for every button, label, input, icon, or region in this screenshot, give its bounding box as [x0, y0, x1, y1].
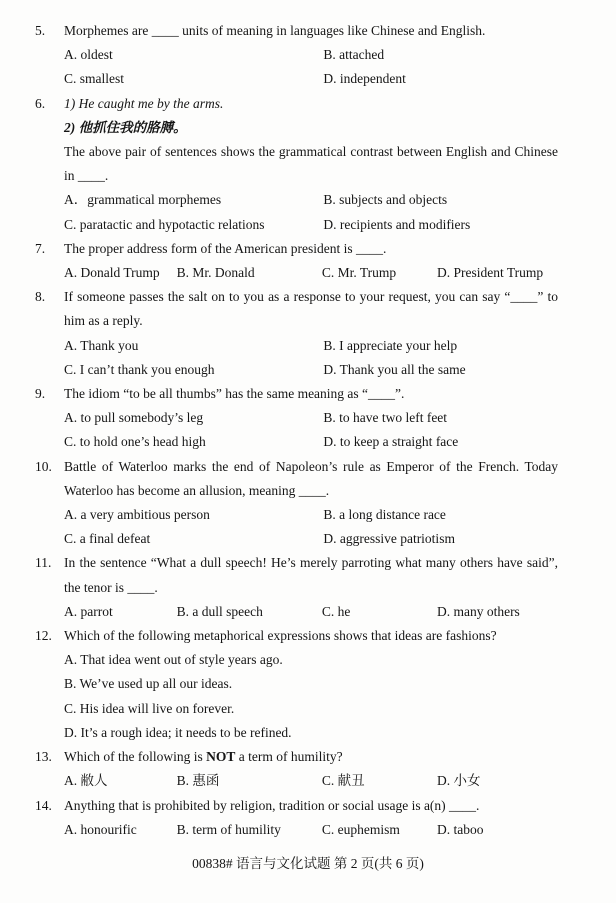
stem-text: Morphemes are ____ units of meaning in languages like Chinese and English.: [64, 23, 486, 38]
options: [64, 600, 558, 624]
option-D: D. Thank you all the same: [323, 361, 466, 377]
question-14: [35, 794, 558, 842]
question-body: [64, 624, 558, 745]
stem-text: The proper address form of the American president is ____.: [64, 240, 387, 256]
question-number: 13.: [35, 749, 52, 765]
stem-text: 1) He caught me by the arms.: [64, 95, 224, 111]
question-number: 10.: [35, 458, 52, 474]
options: [64, 503, 558, 551]
question-stem: [64, 551, 558, 599]
stem-text: If someone passes the salt on to you as a response to your request, you can say “____” to him as a reply.: [64, 289, 558, 329]
option-C: C. Mr. Trump: [321, 265, 397, 281]
option-A: A. Donald Trump: [64, 265, 160, 281]
question-8: [35, 285, 558, 382]
options: [64, 334, 558, 382]
option-D: D. many others: [436, 603, 520, 619]
question-body: [64, 794, 558, 842]
option-C: C. a final defeat: [64, 531, 151, 547]
question-number: 9.: [35, 386, 46, 402]
stem-text: Battle of Waterloo marks the end of Napoleon’s rule as Emperor of the French. Today Waterloo has become an allusion, meaning ____.: [64, 458, 558, 498]
question-12: [35, 624, 558, 745]
question-body: [64, 745, 558, 793]
options: [64, 818, 558, 842]
question-number: 6.: [35, 95, 46, 111]
options: [64, 406, 558, 454]
option-B: B. 惠函: [176, 773, 220, 789]
question-11: [35, 551, 558, 624]
question-7: [35, 237, 558, 285]
option-C: C. His idea will live on forever.: [64, 700, 235, 716]
option-A: A. honourific: [64, 821, 137, 837]
option-A: A. to pull somebody’s leg: [64, 410, 204, 426]
question-stem: [64, 237, 558, 261]
question-stem: [64, 140, 558, 188]
question-stem: [64, 116, 558, 140]
option-B: B. term of humility: [176, 821, 281, 837]
question-stem: [64, 745, 558, 769]
option-C: C. I can’t thank you enough: [64, 361, 215, 377]
option-A: A. a very ambitious person: [64, 507, 210, 523]
option-D: D. recipients and modifiers: [323, 216, 471, 232]
option-D: D. President Trump: [436, 265, 544, 281]
question-stem: [64, 19, 558, 43]
option-B: B. to have two left feet: [323, 410, 448, 426]
option-B: B. a long distance race: [323, 507, 446, 523]
option-D: D. aggressive patriotism: [323, 531, 455, 547]
option-B: B. subjects and objects: [323, 192, 448, 208]
stem-text: The idiom “to be all thumbs” has the same meaning as “____”.: [64, 386, 405, 402]
question-stem: [64, 92, 558, 116]
option-C: C. paratactic and hypotactic relations: [64, 216, 265, 232]
options: [64, 769, 558, 793]
option-A: A. That idea went out of style years ago.: [64, 652, 283, 668]
option-A: A．grammatical morphemes: [64, 192, 222, 208]
stem-text: In the sentence “What a dull speech! He’s merely parroting what many others have said”, the tenor is ____.: [64, 555, 558, 595]
option-D: D. It’s a rough idea; it needs to be refined.: [64, 724, 292, 740]
stem-text: The above pair of sentences shows the grammatical contrast between English and Chinese in ____.: [64, 144, 558, 184]
option-C: C. euphemism: [321, 821, 400, 837]
option-A: A. Thank you: [64, 337, 139, 353]
option-C: C. he: [321, 603, 351, 619]
question-stem: [64, 624, 558, 648]
option-B: B. Mr. Donald: [176, 265, 255, 281]
question-number: 8.: [35, 289, 46, 305]
question-body: [64, 19, 558, 92]
question-5: [35, 19, 558, 92]
stem-text: a term of humility?: [235, 749, 343, 765]
option-D: D. to keep a straight face: [323, 434, 459, 450]
stem-text: 2) 他抓住我的胳膊。: [64, 119, 187, 135]
question-body: [64, 237, 558, 285]
option-D: D. taboo: [436, 821, 484, 837]
option-C: C. to hold one’s head high: [64, 434, 206, 450]
option-A: A. oldest: [64, 47, 113, 63]
question-13: [35, 745, 558, 793]
option-A: A. parrot: [64, 603, 113, 619]
stem-text: Anything that is prohibited by religion, tradition or social usage is a(n) ____.: [64, 797, 480, 813]
question-number: 12.: [35, 628, 52, 644]
option-A: A. 敝人: [64, 773, 108, 789]
question-stem: [64, 455, 558, 503]
question-stem: [64, 285, 558, 333]
questions-list: [35, 19, 558, 842]
options: [64, 188, 558, 236]
options: [64, 261, 558, 285]
question-body: [64, 92, 558, 237]
question-number: 11.: [35, 555, 52, 571]
option-C: C. 献丑: [321, 773, 365, 789]
question-number: 7.: [35, 240, 46, 256]
stem-text: NOT: [206, 749, 236, 765]
question-stem: [64, 382, 558, 406]
options: [64, 648, 558, 745]
page-footer: 00838# 语言与文化试题 第 2 页(共 6 页): [192, 856, 424, 871]
option-B: B. a dull speech: [176, 603, 263, 619]
option-C: C. smallest: [64, 71, 124, 87]
question-number: 14.: [35, 797, 52, 813]
option-D: D. 小女: [436, 773, 481, 789]
stem-text: Which of the following metaphorical expressions shows that ideas are fashions?: [64, 628, 497, 644]
question-body: [64, 551, 558, 624]
question-stem: [64, 794, 558, 818]
question-10: [35, 455, 558, 552]
stem-text: Which of the following is: [64, 749, 207, 765]
options: [64, 43, 558, 91]
question-body: [64, 285, 558, 382]
option-B: B. We’ve used up all our ideas.: [64, 676, 233, 692]
question-6: [35, 92, 558, 237]
option-B: B. I appreciate your help: [323, 337, 458, 353]
question-body: [64, 382, 558, 455]
question-9: [35, 382, 558, 455]
question-number: 5.: [35, 23, 46, 38]
option-D: D. independent: [323, 71, 406, 87]
option-B: B. attached: [323, 47, 385, 63]
question-body: [64, 455, 558, 552]
